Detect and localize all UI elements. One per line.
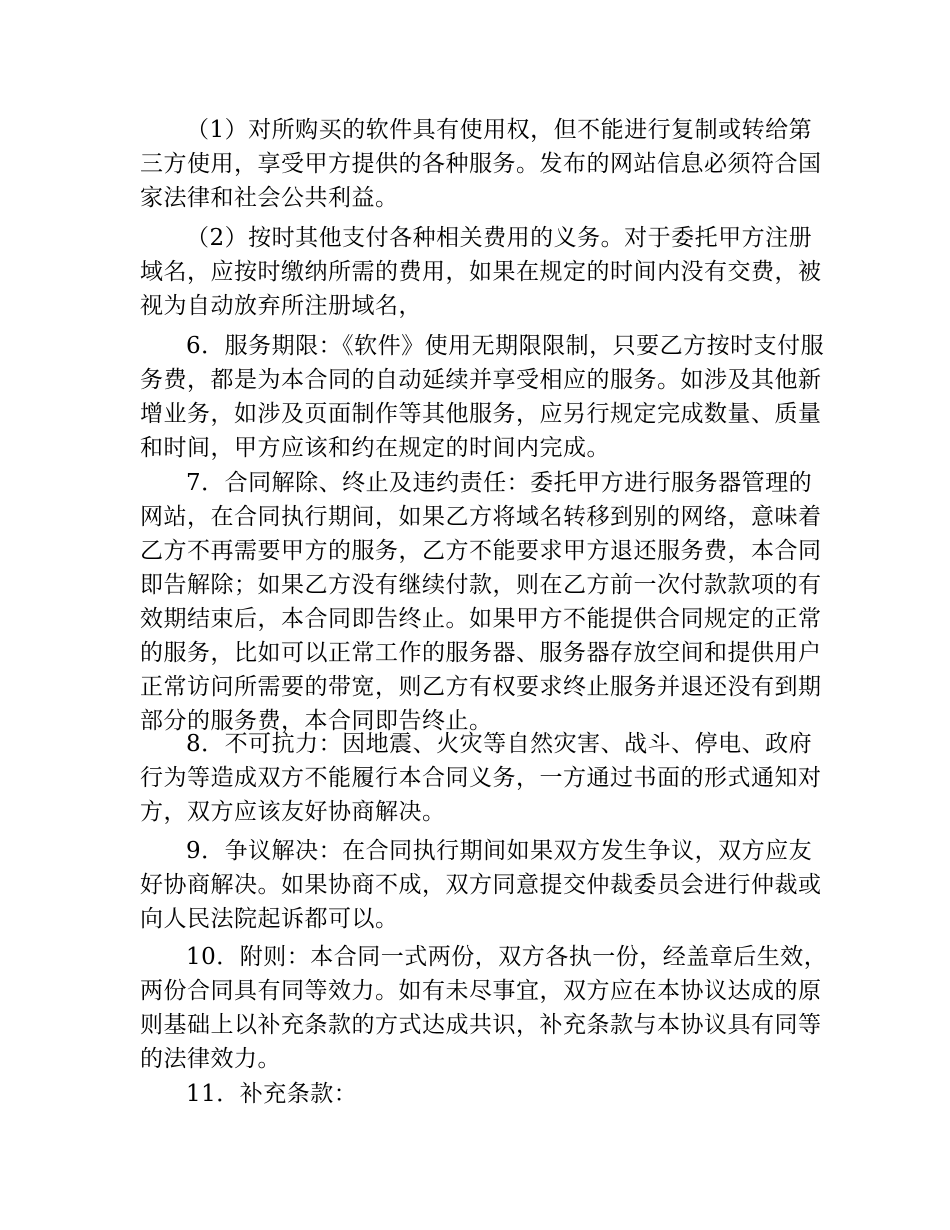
paragraph-termination: 7．合同解除、终止及违约责任：委托甲方进行服务器管理的网站，在合同执行期间，如果乙方将域名转移到别的网络，意味着乙方不再需要甲方的服务，乙方不能要求甲方退还服务费，本合同即告解除；如果乙方没有继续付款，则在乙方前一次付款款项的有效期结束后，本合同即告终止。如果甲方不能提供合同规定的正常的服务，比如可以正常工作的服务器、服务器存放空间和提供用户正常访问所需要的带宽，则乙方有权要求终止服务并退还没有到期部分的服务费，本合同即告终止。 <box>140 470 822 734</box>
paragraph-service-term: 6．服务期限：《软件》使用无期限限制，只要乙方按时支付服务费，都是为本合同的自动延续并享受相应的服务。如涉及其他新增业务，如涉及页面制作等其他服务，应另行规定完成数量、质量和时间，甲方应该和约在规定的时间内完成。 <box>140 333 825 461</box>
paragraph-appendix: 10．附则：本合同一式两份，双方各执一份，经盖章后生效，两份合同具有同等效力。如有未尽事宜，双方应在本协议达成的原则基础上以补充条款的方式达成共识，补充条款与本协议具有同等的法律效力。 <box>140 944 828 1072</box>
paragraph-fee-obligation: （2）按时其他支付各种相关费用的义务。对于委托甲方注册域名，应按时缴纳所需的费用，如果在规定的时间内没有交费，被视为自动放弃所注册域名， <box>140 225 822 319</box>
paragraph-supplementary-terms: 11．补充条款： <box>186 1081 358 1107</box>
paragraph-usage-rights: （1）对所购买的软件具有使用权，但不能进行复制或转给第三方使用，享受甲方提供的各种服务。发布的网站信息必须符合国家法律和社会公共利益。 <box>140 117 822 211</box>
paragraph-dispute-resolution: 9．争议解决：在合同执行期间如果双方发生争议，双方应友好协商解决。如果协商不成，双方同意提交仲裁委员会进行仲裁或向人民法院起诉都可以。 <box>140 838 822 932</box>
paragraph-force-majeure: 8．不可抗力：因地震、火灾等自然灾害、战斗、停电、政府行为等造成双方不能履行本合同义务，一方通过书面的形式通知对方，双方应该友好协商解决。 <box>140 731 822 825</box>
